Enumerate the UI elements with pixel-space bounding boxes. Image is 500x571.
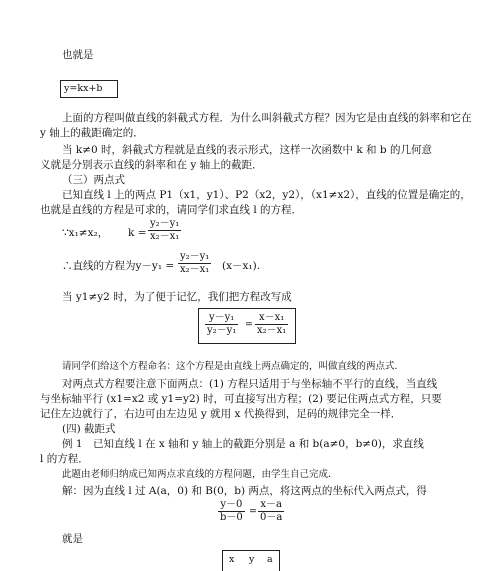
two-point-left-fraction	[205, 312, 238, 337]
text-line: 记住左边就行了，右边可由左边见 y 就用 x 代换得到，足码的规律完全一样．	[40, 408, 402, 420]
fraction-numerator: y－y₁	[205, 312, 238, 325]
equation-fraction	[178, 251, 211, 276]
text-line: 例 1 已知直线 l 在 x 轴和 y 轴上的截距分别是 a 和 b(a≠0，b≠0)，求直线	[62, 438, 424, 450]
text-line: 请同学们给这个方程命名：这个方程是由直线上两点确定的，叫做直线的两点式．	[62, 361, 405, 372]
math-line-equation: ∴直线的方程为y－y₁ =	[62, 260, 175, 272]
text-line: l 的方程．	[40, 453, 89, 465]
text-line: y 轴上的截距确定的．	[40, 127, 144, 139]
text-line: 此题由老师归纳成已知两点求直线的方程问题，由学生自己完成．	[62, 469, 338, 480]
two-point-right-fraction	[255, 312, 288, 337]
text-line: 与坐标轴平行 (x1=x2 或 y1=y2) 时，可直接写出方程；(2) 要记住两点式方程，只要	[40, 393, 442, 405]
math-line-equation-tail: (x－x₁).	[222, 260, 261, 272]
section-heading: (四) 截距式	[62, 423, 116, 435]
formula-text: a	[267, 554, 273, 565]
fraction-denominator: x₂－x₁	[150, 231, 180, 242]
formula-box-intercept	[222, 550, 280, 571]
text-line: 就是	[62, 533, 83, 545]
substituted-left-fraction	[218, 499, 245, 524]
fraction-denominator: x₂－x₁	[180, 264, 210, 275]
formula-box-slope-intercept	[60, 80, 118, 98]
slope-fraction	[148, 218, 181, 243]
fraction-denominator: x₂－x₁	[257, 325, 287, 336]
fraction-numerator: y₂－y₁	[180, 251, 210, 262]
text-line: 上面的方程叫做直线的斜截式方程．为什么叫斜截式方程？因为它是由直线的斜率和它在	[62, 112, 472, 124]
math-slope-label: k =	[128, 227, 147, 239]
formula-text: y	[249, 554, 255, 565]
equals-sign: =	[249, 506, 257, 517]
math-condition: ∵x₁≠x₂，	[62, 227, 109, 239]
text-line: 解：因为直线 l 过 A(a，0) 和 B(0，b) 两点，将这两点的坐标代入两点式，得	[62, 485, 427, 497]
text-line: 也就是直线的方程是可求的，请同学们求直线 l 的方程．	[40, 204, 303, 216]
text-line: 已知直线 l 上的两点 P1（x1，y1）、P2（x2，y2），（x1≠x2），直线的位置是确定的，	[62, 189, 471, 201]
text-line: 义就是分别表示直线的斜率和在 y 轴上的截距．	[40, 159, 263, 171]
text-line: 也就是	[62, 49, 94, 61]
section-heading: （三）两点式	[62, 174, 125, 186]
formula-box-two-point	[198, 308, 296, 344]
substituted-right-fraction	[258, 499, 284, 524]
fraction-denominator: y₂－y₁	[207, 325, 237, 336]
formula-text: x	[229, 554, 235, 565]
formula-text: y=kx+b	[64, 83, 103, 94]
fraction-numerator: y₂－y₁	[150, 218, 180, 229]
fraction-numerator: x－x₁	[255, 312, 288, 325]
text-line: 当 y1≠y2 时，为了便于记忆，我们把方程改写成	[62, 291, 292, 303]
text-line: 当 k≠0 时，斜截式方程就是直线的表示形式，这样一次函数中 k 和 b 的几何意	[62, 144, 432, 156]
fraction-denominator: b－0	[220, 512, 243, 523]
fraction-numerator: x－a	[258, 499, 284, 512]
fraction-numerator: y－0	[218, 499, 245, 512]
equals-sign: =	[245, 319, 253, 330]
fraction-denominator: 0－a	[260, 512, 283, 523]
text-line: 对两点式方程要注意下面两点：(1) 方程只适用于与坐标轴不平行的直线，当直线	[62, 378, 438, 390]
